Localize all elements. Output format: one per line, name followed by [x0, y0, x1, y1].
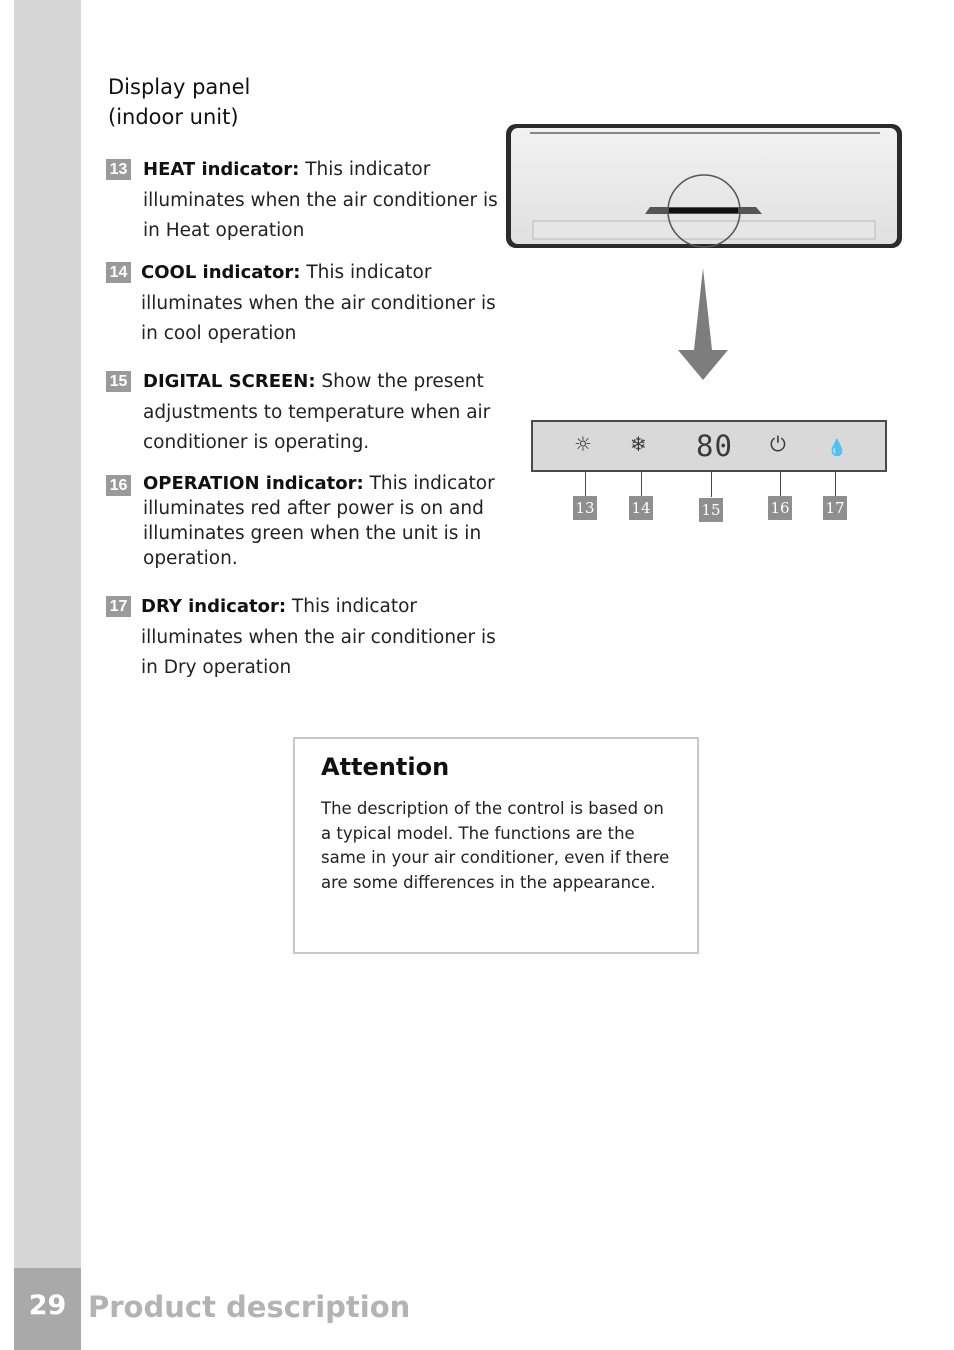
- item-text: This indicator illuminates when the air conditioner is in cool operation: [141, 262, 496, 344]
- heading-line-1: Display panel: [108, 75, 251, 99]
- item-description: [141, 592, 511, 684]
- leader-line: [711, 472, 712, 497]
- item-label: OPERATION indicator:: [143, 473, 364, 494]
- item-label: DRY indicator:: [141, 596, 287, 617]
- item-badge: 16: [106, 475, 131, 496]
- item-label: COOL indicator:: [141, 262, 301, 283]
- item-description: [143, 367, 508, 459]
- item-text: This indicator illuminates when the air conditioner is in Heat operation: [143, 159, 498, 241]
- water-drops-icon: 💧: [827, 438, 847, 457]
- item-text: This indicator illuminates red after power is on and illuminates green when the unit is in operation.: [143, 473, 495, 569]
- indoor-unit-illustration: [500, 118, 910, 254]
- item-label: HEAT indicator:: [143, 159, 300, 180]
- leader-line: [641, 472, 642, 497]
- panel-label-17: 17: [823, 496, 847, 520]
- section-title: Product description: [88, 1290, 411, 1324]
- item-text: This indicator illuminates when the air conditioner is in Dry operation: [141, 596, 496, 678]
- attention-title: Attention: [321, 753, 450, 781]
- page-sidebar: [14, 0, 81, 1350]
- item-label: DIGITAL SCREEN:: [143, 371, 316, 392]
- item-description: [141, 258, 511, 350]
- item-badge: 13: [106, 159, 131, 180]
- item-badge: 15: [106, 371, 131, 392]
- display-panel: [531, 420, 887, 472]
- heading-line-2: (indoor unit): [108, 105, 239, 129]
- panel-label-15: 15: [699, 498, 723, 522]
- item-text: Show the present adjustments to temperature when air conditioner is operating.: [143, 371, 491, 453]
- power-icon: ⏻: [770, 432, 786, 456]
- sun-icon: ☼: [574, 432, 592, 456]
- unit-display-window: [668, 208, 738, 213]
- panel-label-16: 16: [768, 496, 792, 520]
- item-description: [143, 155, 513, 247]
- down-arrow-icon: [672, 266, 734, 384]
- panel-label-14: 14: [629, 496, 653, 520]
- panel-label-13: 13: [573, 496, 597, 520]
- unit-vent: [533, 221, 875, 239]
- snowflake-icon: ❄: [630, 432, 647, 456]
- item-badge: 14: [106, 262, 131, 283]
- leader-line: [835, 472, 836, 497]
- item-badge: 17: [106, 596, 131, 617]
- page-number: 29: [28, 1290, 67, 1321]
- page-heading: [108, 72, 250, 132]
- attention-body: The description of the control is based on a typical model. The functions are the same in your air conditioner, even if there are some differences in the appearance.: [321, 799, 670, 892]
- attention-box: [293, 737, 699, 954]
- leader-line: [585, 472, 586, 497]
- digital-screen: 80: [696, 429, 733, 463]
- item-description: [143, 471, 505, 571]
- leader-line: [780, 472, 781, 497]
